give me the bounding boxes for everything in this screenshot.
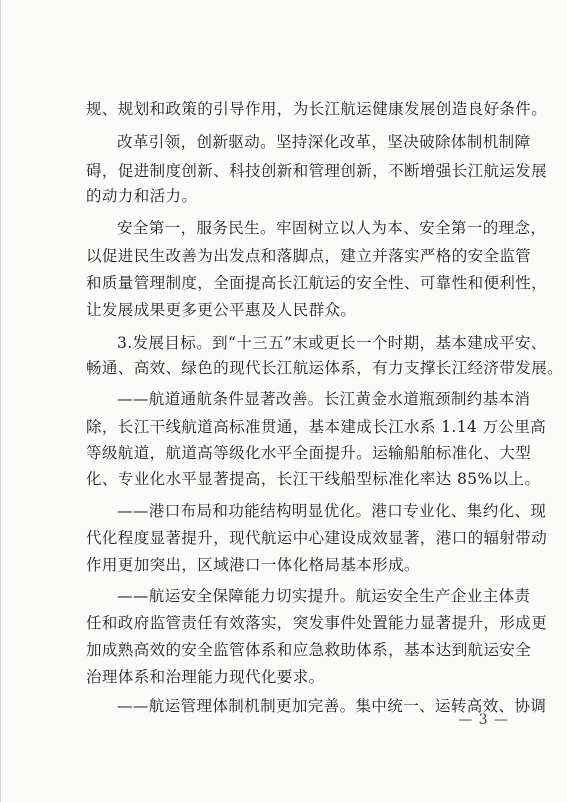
text-line: 3.发展目标。到“十三五”末或更长一个时期，基本建成平安、 xyxy=(117,334,547,352)
text-line: 代化程度显著提升，现代航运中心建设成效显著，港口的辐射带动 xyxy=(86,529,548,547)
text-line: 规、规划和政策的引导作用，为长江航运健康发展创造良好条件。 xyxy=(86,100,548,118)
text-line: 以促进民生改善为出发点和落脚点，建立并落实严格的安全监管 xyxy=(86,247,532,265)
text-line: 碍，促进制度创新、科技创新和管理创新，不断增强长江航运发展 xyxy=(86,162,548,180)
text-line: 畅通、高效、绿色的现代长江航运体系，有力支撑长江经济带发展。 xyxy=(86,359,564,377)
text-line: 任和政府监管责任有效落实，突发事件处置能力显著提升，形成更 xyxy=(86,614,548,632)
text-line: 加成熟高效的安全监管体系和应急救助体系，基本达到航运安全 xyxy=(86,641,532,659)
text-line: 的动力和活力。 xyxy=(86,187,198,205)
page-number: — 3 — xyxy=(458,712,509,728)
text-line: 安全第一，服务民生。牢固树立以人为本、安全第一的理念， xyxy=(117,219,547,237)
text-line: ——港口布局和功能结构明显优化。港口专业化、集约化、现 xyxy=(117,502,547,520)
text-line: 和质量管理制度，全面提高长江航运的安全性、可靠性和便利性， xyxy=(86,274,548,292)
text-line: 等级航道，航道高等级化水平全面提升。运输船舶标准化、大型 xyxy=(86,444,532,462)
text-line: 治理体系和治理能力现代化要求。 xyxy=(86,668,325,686)
text-line: ——航道通航条件显著改善。长江黄金水道瓶颈制约基本消 xyxy=(117,390,531,408)
text-line: ——航运安全保障能力切实提升。航运安全生产企业主体责 xyxy=(117,587,531,605)
page-edge xyxy=(0,0,1,802)
text-line: 除，长江干线航道高标准贯通，基本建成长江水系 1.14 万公里高 xyxy=(86,418,547,436)
text-line: 作用更加突出，区域港口一体化格局基本形成。 xyxy=(86,556,420,574)
text-line: ——航运管理体制机制更加完善。集中统一、运转高效、协调 xyxy=(117,697,547,715)
text-line: 让发展成果更多更公平惠及人民群众。 xyxy=(86,301,357,319)
text-line: 化、专业化水平显著提高，长江干线船型标准化率达 85%以上。 xyxy=(86,470,541,488)
text-line: 改革引领，创新驱动。坚持深化改革，坚决破除体制机制障 xyxy=(117,133,531,151)
